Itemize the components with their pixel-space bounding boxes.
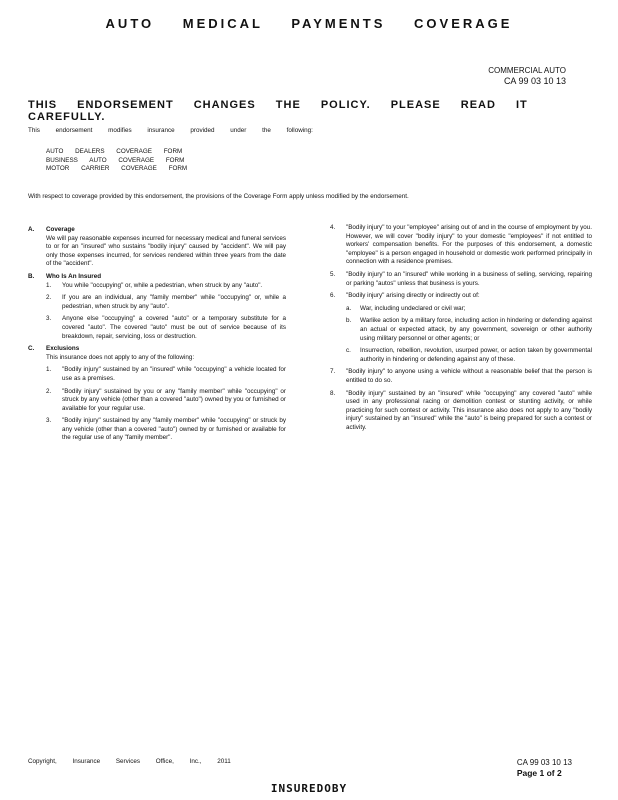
item-text: "Bodily injury" to an "insured" while working in a business of selling, servicing, repairing or parking "autos" unless that business is yours. [346, 270, 592, 287]
item-number: 5. [330, 270, 336, 278]
item-number: 2. [46, 294, 52, 302]
coverage-forms-list [46, 148, 187, 174]
left-column [28, 224, 286, 447]
section-b-items [46, 282, 286, 342]
list-item [330, 224, 592, 267]
item-number: 1. [46, 281, 52, 289]
item-text: "Bodily injury" sustained by an "insured" while "occupying" a vehicle located for use as a premises. [62, 366, 286, 382]
list-item [330, 368, 592, 385]
page-number: Page 1 of 2 [516, 768, 562, 778]
list-item [46, 294, 286, 311]
section-b-heading [28, 273, 286, 282]
footer-form-number: CA 99 03 10 13 [516, 758, 572, 767]
item-6-sublist [346, 305, 592, 365]
list-item [46, 282, 286, 291]
item-number: 3. [46, 417, 52, 425]
sub-item-letter: b. [346, 317, 352, 325]
document-title: AUTO MEDICAL PAYMENTS COVERAGE [105, 16, 513, 31]
item-text: "Bodily injury" to anyone using a vehicle without a reasonable belief that the person is entitled to do so. [346, 368, 592, 384]
sub-item-text: Warlike action by a military force, including action in hindering or defending against an actual or expected attack, by any government, sovereign or other authority using military personnel or other agents; or [360, 317, 592, 342]
item-number: 6. [330, 292, 336, 300]
insuredoby-stamp: INSUREDOBY [270, 782, 348, 795]
form-number: CA 99 03 10 13 [503, 76, 566, 86]
item-number: 3. [46, 315, 52, 323]
section-key: C. [28, 345, 35, 353]
section-a-heading [28, 226, 286, 235]
list-item [46, 388, 286, 414]
with-respect-statement: With respect to coverage provided by this endorsement, the provisions of the Coverage Form apply unless modified by the endorsement. [28, 193, 409, 200]
item-number: 2. [46, 387, 52, 395]
form-identifier [488, 66, 566, 86]
list-item [330, 271, 592, 288]
footer-form-info [517, 758, 572, 778]
item-text: "Bodily injury" sustained by an "insured" while "occupying" any covered "auto" while used in any professional racing or demolition contest or stunting activity, or while practicing for such contest or activity. This insurance also does not apply to any "bodily injury" sustained by an "insured" while the "auto" is being prepared for such a contest or activity. [346, 389, 592, 431]
sub-item [346, 317, 592, 343]
item-number: 1. [46, 366, 52, 374]
section-title: Coverage [46, 226, 75, 233]
item-text: If you are an individual, any "family member" while "occupying" or, while a pedestrian, when struck by any "auto". [62, 294, 286, 310]
item-text: "Bodily injury" sustained by you or any "family member" while "occupying" or struck by any vehicle (other than a covered "auto") owned by you or furnished or available for your regular use. [62, 387, 286, 412]
section-a-text: We will pay reasonable expenses incurred for necessary medical and funeral services to or for an "insured" who sustains "bodily injury" caused by "accident". We will pay only those expenses incurred, for services rendered within three years from the date of the "accident". [46, 234, 286, 268]
list-item [46, 417, 286, 443]
list-item [330, 292, 592, 364]
modifies-statement: This endorsement modifies insurance provided under the following: [28, 127, 313, 134]
list-item [46, 366, 286, 383]
coverage-form-item: AUTO DEALERS COVERAGE FORM [46, 148, 183, 155]
sub-item [346, 305, 592, 314]
section-c-heading [28, 345, 286, 354]
section-title: Exclusions [46, 345, 80, 353]
sub-item-text: Insurrection, rebellion, revolution, usurped power, or action taken by governmental authority in hindering or defending against any of these. [360, 347, 592, 363]
section-key: B. [28, 272, 35, 280]
section-c-items-left [46, 366, 286, 443]
sub-item-letter: c. [346, 347, 351, 355]
form-line-of-business: COMMERCIAL AUTO [488, 66, 566, 75]
sub-item [346, 347, 592, 364]
item-text: "Bodily injury" arising directly or indirectly out of: [346, 292, 480, 300]
item-number: 8. [330, 389, 336, 397]
item-number: 7. [330, 368, 336, 376]
item-text: "Bodily injury" sustained by any "family member" while "occupying" or struck by any vehicle (other than a covered "auto") owned by or furnished or available for the regular use of any "family member". [62, 417, 286, 442]
coverage-form-item: BUSINESS AUTO COVERAGE FORM [46, 156, 185, 164]
copyright-notice: Copyright, Insurance Services Office, Inc., 2011 [28, 758, 231, 765]
coverage-form-item: MOTOR CARRIER COVERAGE FORM [46, 165, 188, 173]
list-item [46, 315, 286, 341]
list-item [330, 390, 592, 433]
section-c-intro: This insurance does not apply to any of the following: [46, 353, 195, 361]
item-text: Anyone else "occupying" a covered "auto" or a temporary substitute for a covered "auto". The covered "auto" must be out of service because of its breakdown, repair, servicing, loss or destruction. [62, 315, 286, 340]
sub-item-text: War, including undeclared or civil war; [360, 304, 466, 312]
right-column [330, 224, 592, 436]
item-text: "Bodily injury" to your "employee" arising out of and in the course of employment by you. However, we will cover "bodily injury" to your domestic "employees" if not entitled to workers' compensation benefits. For the purposes of this endorsement, a domestic "employee" is a person engaged in household or domestic work performed principally in connection with a residence premises. [346, 224, 592, 266]
section-key: A. [28, 226, 35, 233]
item-number: 4. [330, 224, 336, 231]
sub-item-letter: a. [346, 304, 352, 312]
item-text: You while "occupying" or, while a pedestrian, when struck by any "auto". [62, 281, 263, 289]
endorsement-notice: THIS ENDORSEMENT CHANGES THE POLICY. PLEASE READ IT CAREFULLY. [28, 99, 528, 123]
section-title: Who Is An Insured [46, 272, 102, 280]
